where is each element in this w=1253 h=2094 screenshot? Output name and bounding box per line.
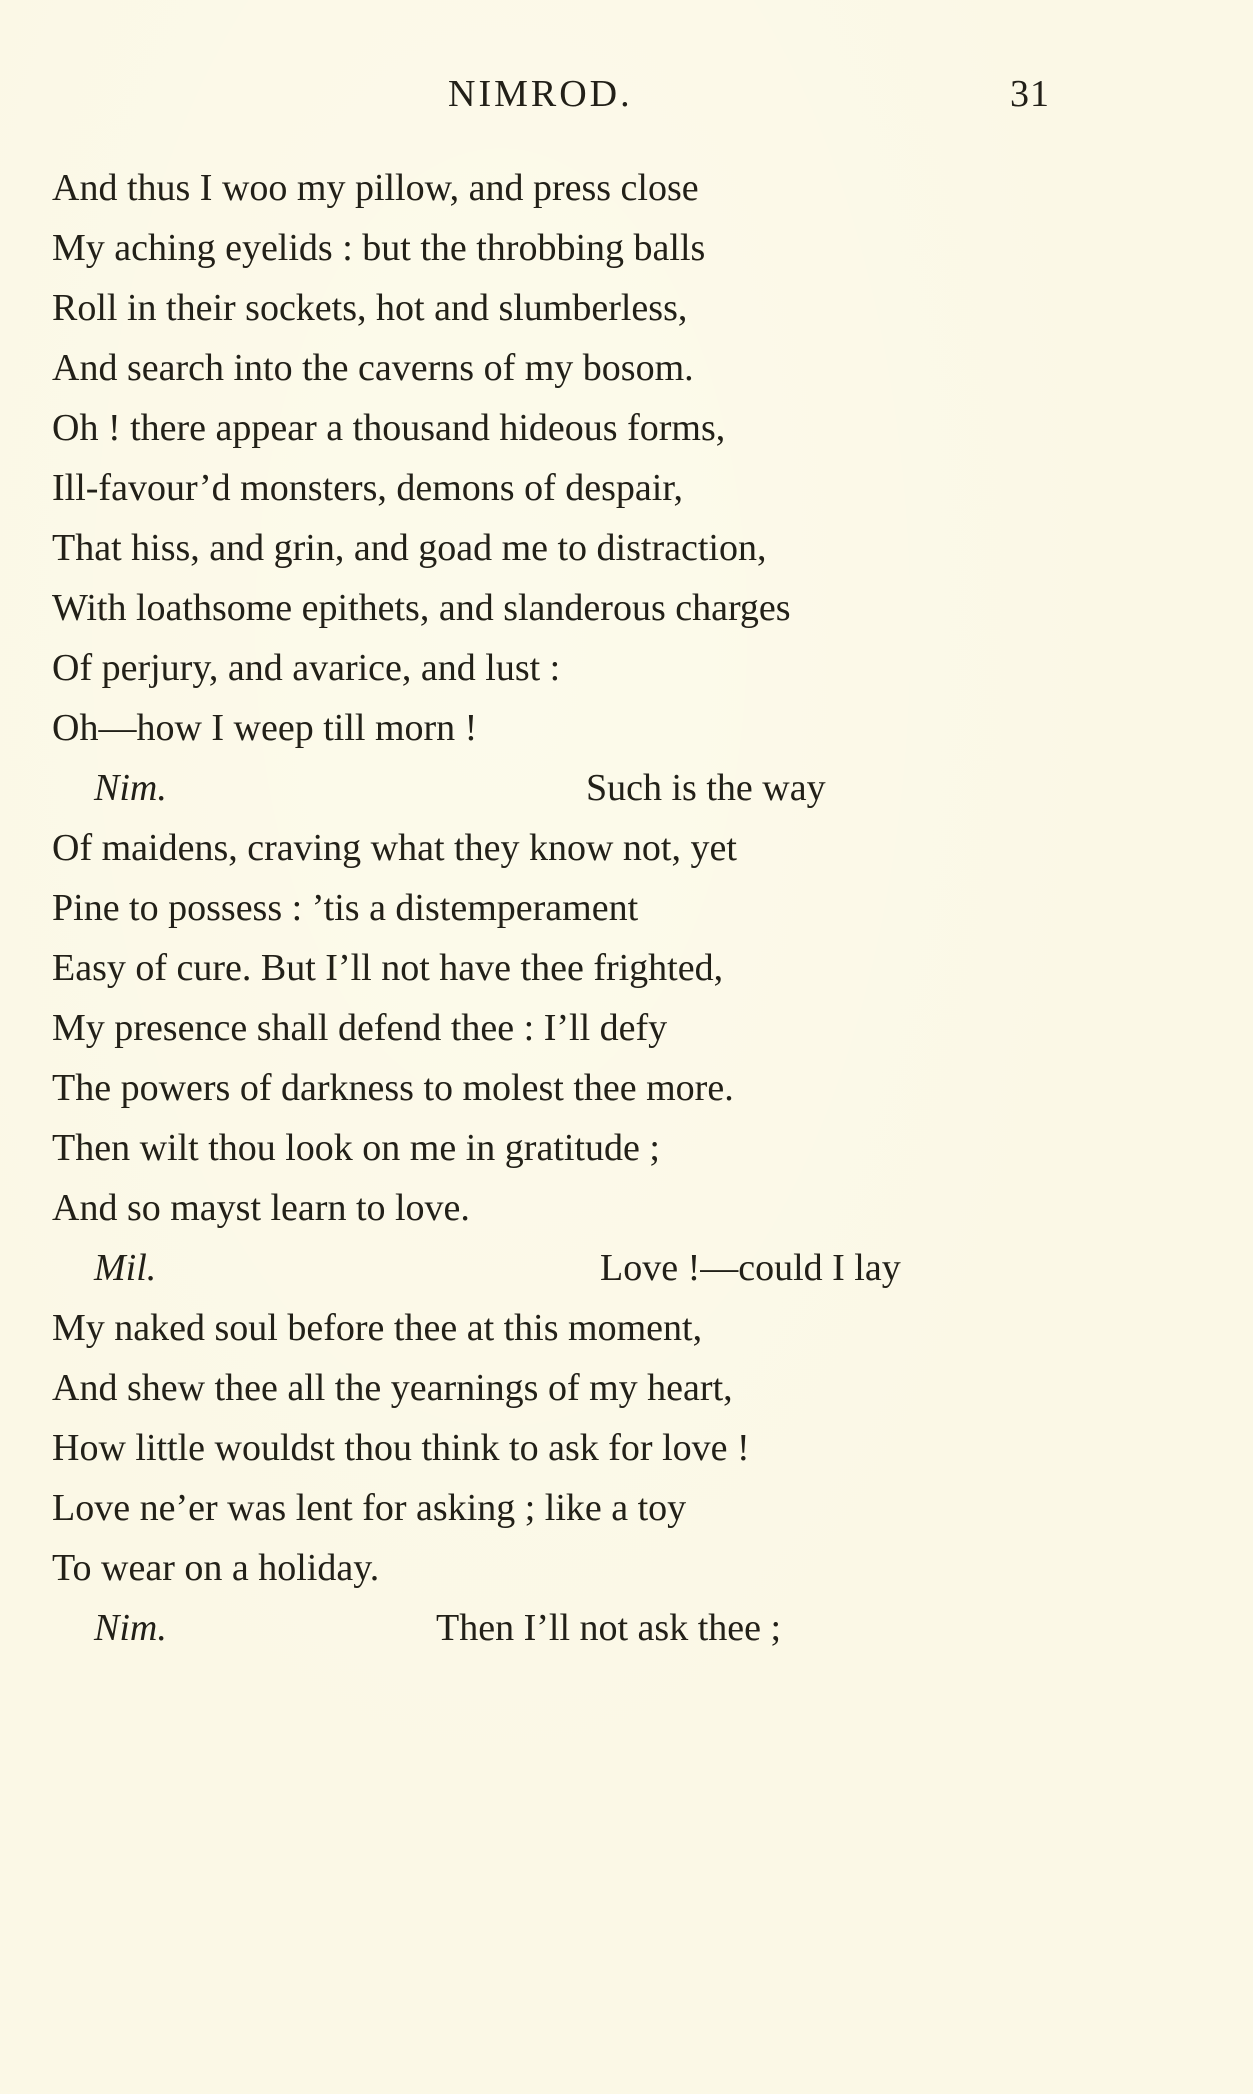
verse-line: Oh—how I weep till morn ! xyxy=(52,707,478,749)
verse-line: How little wouldst thou think to ask for love ! xyxy=(52,1427,750,1469)
running-title: NIMROD. xyxy=(448,73,633,115)
verse-line: Oh ! there appear a thousand hideous forms, xyxy=(52,407,726,449)
verse-line: To wear on a holiday. xyxy=(52,1547,380,1589)
verse-line: Of maidens, craving what they know not, yet xyxy=(52,827,737,869)
verse-line: My naked soul before thee at this moment, xyxy=(52,1307,703,1349)
verse-line: Love ne’er was lent for asking ; like a toy xyxy=(52,1487,687,1529)
verse-line: With loathsome epithets, and slanderous charges xyxy=(52,587,791,629)
verse-line: Ill-favour’d monsters, demons of despair, xyxy=(52,467,683,509)
speaker-name: Mil. xyxy=(94,1247,157,1289)
speech-text: Then I’ll not ask thee ; xyxy=(436,1607,782,1649)
speech-text: Love !—could I lay xyxy=(600,1247,901,1289)
verse-line: Roll in their sockets, hot and slumberless, xyxy=(52,287,688,329)
verse-line: And thus I woo my pillow, and press close xyxy=(52,167,699,209)
speech-text: Such is the way xyxy=(586,767,826,809)
verse-line: The powers of darkness to molest thee more. xyxy=(52,1067,734,1109)
speech-line xyxy=(52,758,1052,818)
speaker-name: Nim. xyxy=(94,767,167,809)
page-header xyxy=(0,62,1253,122)
verse-line: And shew thee all the yearnings of my heart, xyxy=(52,1367,733,1409)
speech-line xyxy=(52,1598,1052,1658)
verse-line: Easy of cure. But I’ll not have thee frighted, xyxy=(52,947,724,989)
verse-line: Of perjury, and avarice, and lust : xyxy=(52,647,561,689)
verse-text xyxy=(52,158,1052,1658)
page-number: 31 xyxy=(1010,73,1050,115)
verse-line: And so mayst learn to love. xyxy=(52,1187,470,1229)
verse-line: My aching eyelids : but the throbbing balls xyxy=(52,227,706,269)
verse-line: That hiss, and grin, and goad me to distraction, xyxy=(52,527,767,569)
verse-line: And search into the caverns of my bosom. xyxy=(52,347,694,389)
speech-line xyxy=(52,1238,1052,1298)
verse-line: My presence shall defend thee : I’ll defy xyxy=(52,1007,668,1049)
speaker-name: Nim. xyxy=(94,1607,167,1649)
verse-line: Pine to possess : ’tis a distemperament xyxy=(52,887,639,929)
verse-line: Then wilt thou look on me in gratitude ; xyxy=(52,1127,660,1169)
